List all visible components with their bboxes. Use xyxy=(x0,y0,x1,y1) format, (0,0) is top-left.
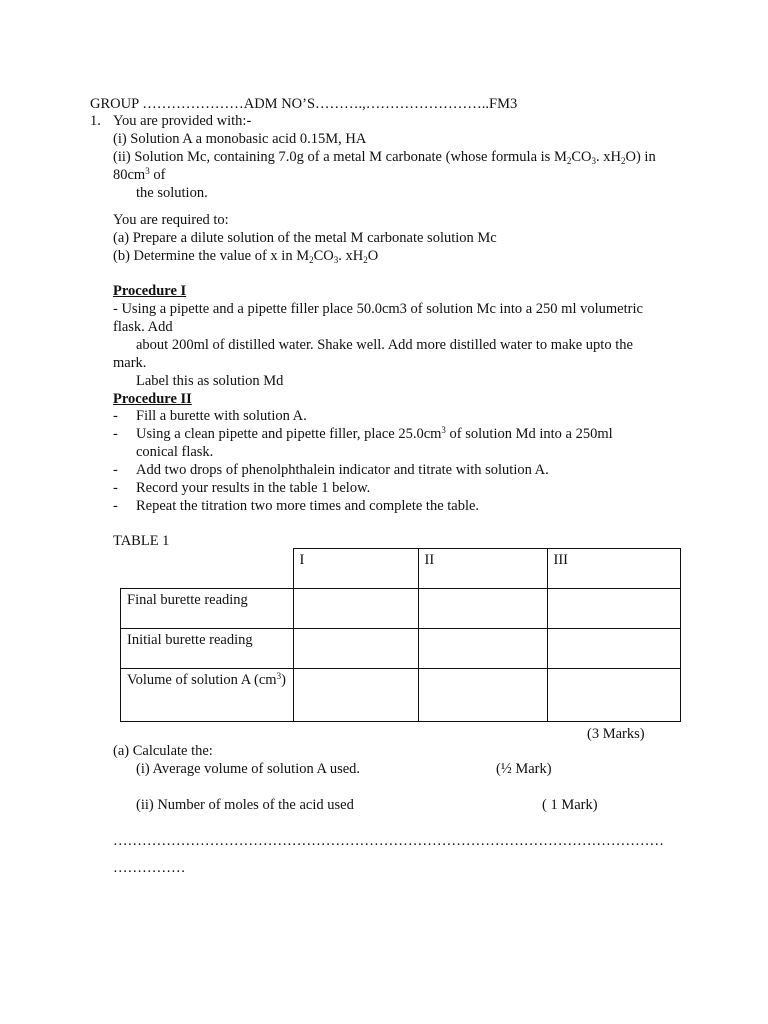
step-bullet: - xyxy=(113,426,118,442)
provided-item-2-cont: $80cm^3$ of xyxy=(113,166,166,183)
provided-item-2: (ii) Solution Mc, containing 7.0g of a metal M carbonate (whose formula is $M_2CO_3$. $xH_2O$) in xyxy=(113,149,656,166)
calc-question-2: (ii) Number of moles of the acid used xyxy=(136,797,354,813)
table-cell xyxy=(293,629,418,669)
table-row-label: Final burette reading xyxy=(121,589,294,629)
table-marks: (3 Marks) xyxy=(587,726,645,742)
procedure1-title: Procedure I xyxy=(113,283,187,299)
table-cell xyxy=(293,589,418,629)
procedure2-step-2: Using a clean pipette and pipette filler, place $25.0cm^3$ of solution Md into a 250ml xyxy=(136,425,613,442)
step-bullet: - xyxy=(113,498,118,514)
table-row-label: Initial burette reading xyxy=(121,629,294,669)
answer-dots-line: …………………………………………………………………………………………………… xyxy=(113,833,664,849)
procedure1-line3: about 200ml of distilled water. Shake well. Add more distilled water to make upto the xyxy=(136,337,633,353)
answer-dots-line: …………… xyxy=(113,860,186,876)
results-table xyxy=(120,548,681,722)
procedure2-step-1: Fill a burette with solution A. xyxy=(136,408,307,424)
procedure2-step-4: Record your results in the table 1 below. xyxy=(136,480,371,496)
step-bullet: - xyxy=(113,408,118,424)
procedure2-step-3: Add two drops of phenolphthalein indicator and titrate with solution A. xyxy=(136,462,549,478)
procedure2-step-5: Repeat the titration two more times and complete the table. xyxy=(136,498,480,514)
table-row xyxy=(121,669,681,722)
required-a: (a) Prepare a dilute solution of the metal M carbonate solution Mc xyxy=(113,230,497,246)
procedure1-line2: flask. Add xyxy=(113,319,173,335)
table-cell xyxy=(418,589,547,629)
table-cell xyxy=(547,589,680,629)
procedure1-line1: - Using a pipette and a pipette filler place 50.0cm3 of solution Mc into a 250 ml volumetric xyxy=(113,301,643,317)
provided-item-2-end: the solution. xyxy=(136,185,208,201)
step-bullet: - xyxy=(113,480,118,496)
calc-question-1-marks: (½ Mark) xyxy=(496,761,552,777)
procedure2-step-2-cont: conical flask. xyxy=(136,444,214,460)
procedure2-title: Procedure II xyxy=(113,391,192,407)
table-caption: TABLE 1 xyxy=(113,533,170,549)
table-column-header: III xyxy=(547,549,680,589)
question-intro: You are provided with:- xyxy=(113,113,252,129)
table-column-header: II xyxy=(418,549,547,589)
required-title: You are required to: xyxy=(113,212,229,228)
required-b: (b) Determine the value of x in $M_2CO_3$. $xH_2O$ xyxy=(113,248,379,265)
table-cell xyxy=(418,629,547,669)
table-row-label: Volume of solution A $(cm^3)$ xyxy=(121,669,294,722)
table-corner-cell xyxy=(121,549,294,589)
table-header-row xyxy=(121,549,681,589)
procedure1-line5: Label this as solution Md xyxy=(136,373,284,389)
calc-question-2-marks: ( 1 Mark) xyxy=(542,797,598,813)
table-cell xyxy=(547,629,680,669)
step-bullet: - xyxy=(113,462,118,478)
table-column-header: I xyxy=(293,549,418,589)
table-row xyxy=(121,629,681,669)
provided-item-1: (i) Solution A a monobasic acid 0.15M, HA xyxy=(113,131,367,147)
table-cell xyxy=(547,669,680,722)
table-row xyxy=(121,589,681,629)
calc-question-1: (i) Average volume of solution A used. xyxy=(136,761,361,777)
question-number: 1. xyxy=(90,113,101,129)
table-cell xyxy=(293,669,418,722)
header-line: GROUP …………………ADM NO’S……….,……………………..FM3 xyxy=(90,96,518,112)
table-cell xyxy=(418,669,547,722)
calc-intro: (a) Calculate the: xyxy=(113,743,213,759)
procedure1-line4: mark. xyxy=(113,355,147,371)
